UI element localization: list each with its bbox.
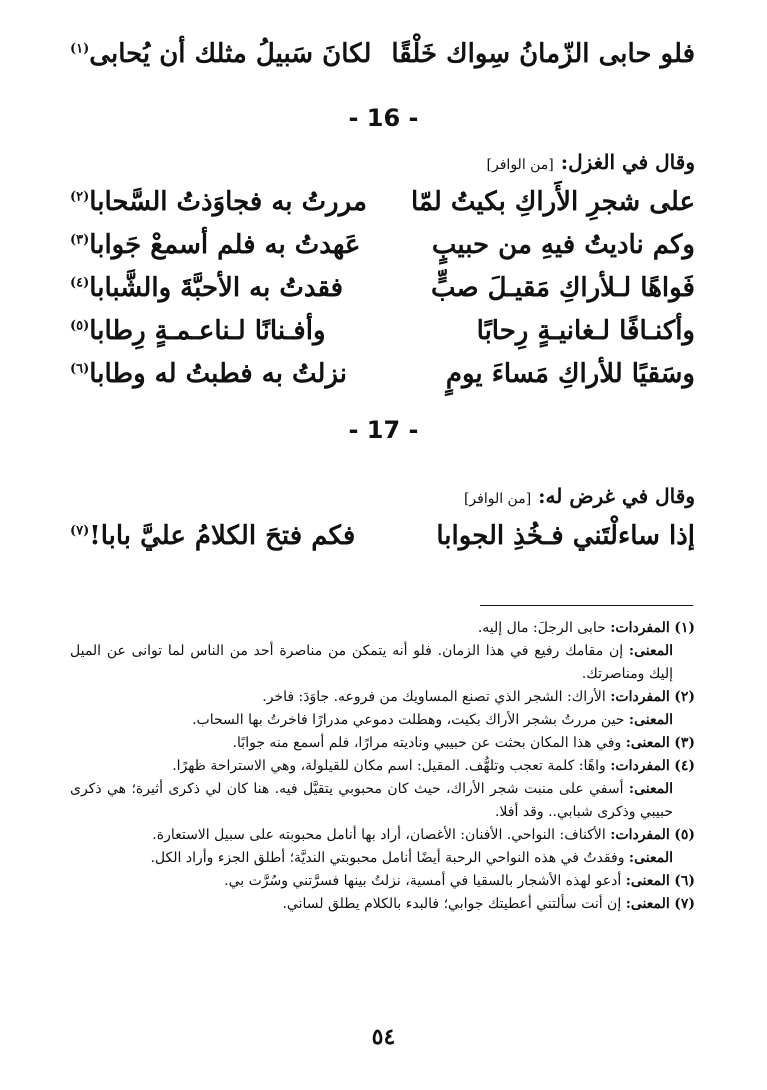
footnote-text: واهًا: كلمة تعجب وتلهُّف. المقيل: اسم مكان للقيلولة، وهي الاستراحة ظهرًا. (172, 758, 606, 774)
verse-second-hemistich-text: عَهدتُ به فلم أسمعْ جَوابا (89, 230, 361, 260)
footnote (70, 824, 695, 847)
verse-second-hemistich-text: فكم فتحَ الكلامُ عليَّ بابا! (89, 521, 356, 551)
verse-second-hemistich (70, 34, 371, 74)
footnote-marker: (٥) (70, 318, 90, 334)
verse-second-hemistich-text: وأفـنانًا لـناعـمـةٍ رِطابا (89, 316, 326, 346)
footnote-text: إن مقامك رفيع في هذا الزمان. فلو أنه يتمكن من مناصرة أحد من الناس لما توانى عن الميل إليك ومناصرتك. (70, 643, 673, 682)
footnote-label: المعنى: (628, 643, 673, 659)
verse-line (70, 225, 695, 265)
footnote (70, 778, 695, 824)
footnote-label: المفردات: (610, 620, 670, 636)
verse-first-hemistich: فلو حابى الزّمانُ سِواك خَلْقًا (391, 39, 695, 69)
verse-second-hemistich (70, 311, 326, 351)
page-number: ٥٤ (371, 1024, 396, 1050)
verse-line (70, 354, 695, 394)
footnote-marker: (٣) (70, 232, 90, 248)
verse-second-hemistich-text: فقدتُ به الأحبَّةَ والشَّبابا (89, 273, 344, 303)
verse-first-hemistich: إذا ساءلْتَني فـخُذِ الجوابا (436, 521, 695, 551)
footnote-marker: (٢) (70, 189, 90, 205)
footnote (70, 640, 695, 686)
footnote-label: المعنى: (628, 712, 673, 728)
verse-second-hemistich (70, 516, 355, 556)
verse-line (70, 268, 695, 308)
footnote-marker: (٧) (70, 523, 90, 539)
footnote-number: (٤) (674, 758, 695, 774)
footnote-text: حابى الرجلَ: مال إليه. (477, 620, 606, 636)
verse-second-hemistich-text: لكانَ سَبيلُ مثلك أن يُحابى (89, 39, 372, 69)
footnote-marker: (٤) (70, 275, 90, 291)
footnotes (70, 617, 695, 916)
verse-line (70, 34, 695, 74)
footnote-text: أسفي على منبت شجر الأراك، حيث كان محبوبي يتقيَّل فيه. هنا كان لي ذكرى أثيرة؛ هي ذكرى حبيبي وذكرى شبابي.. وقد أفلا. (70, 781, 673, 820)
poem-intro (487, 150, 695, 174)
footnote (70, 847, 695, 870)
poem-meter: [من الوافر] (463, 491, 532, 507)
footnote (70, 755, 695, 778)
section-number: - 16 - (348, 104, 419, 132)
footnote-label: المفردات: (610, 689, 670, 705)
footnote-text: وفقدتُ في هذه النواحي الرحبة أيضًا أنامل محبوبتي النديَّة؛ أطلق الجزء وأراد الكل. (150, 850, 625, 866)
footnote-text: الأراك: الشجر الذي تصنع المساويك من فروعه. جاوَدَ: فاخر. (262, 689, 606, 705)
footnote-text: أدعو لهذه الأشجار بالسقيا في أمسية، نزلتُ بينها فسرَّتني وسُرَّت بي. (224, 873, 622, 889)
footnote-number: (٢) (674, 689, 695, 705)
poem-intro (464, 484, 695, 508)
verse-first-hemistich: وسَقيًا للأراكِ مَساءَ يومٍ (445, 359, 695, 389)
footnote (70, 870, 695, 893)
footnote-label: المفردات: (610, 827, 670, 843)
footnote-label: المعنى: (625, 735, 670, 751)
verse-first-hemistich: على شجرِ الأَراكِ بكيتُ لمّا (410, 187, 695, 217)
footnote-text: حين مررتُ بشجر الأراك بكيت، وهطلت دموعي مدرارًا فاخرتُ بها السحاب. (192, 712, 625, 728)
verse-first-hemistich: فَواهًا لـلأراكِ مَقيـلَ صبٍّ (431, 273, 695, 303)
section-number: - 17 - (348, 416, 419, 444)
verse-second-hemistich-text: مررتُ به فجاوَذتُ السَّحابا (89, 187, 367, 217)
footnote-label: المعنى: (628, 781, 673, 797)
footnote-marker: (٦) (70, 361, 90, 377)
footnote (70, 617, 695, 640)
footnote-label: المعنى: (628, 850, 673, 866)
verse-line (70, 182, 695, 222)
footnote-number: (٣) (674, 735, 695, 751)
footnote-text: إن أنت سألتني أعطيتك جوابي؛ فالبدء بالكلام يطلق لساني. (282, 896, 622, 912)
footnote-text: وفي هذا المكان بحثت عن حبيبي وناديته مرارًا، فلم أسمع منه جوابًا. (232, 735, 622, 751)
verse-first-hemistich: وكم ناديتُ فيهِ من حبيبٍ (431, 230, 695, 260)
verse-second-hemistich-text: نزلتُ به فطبتُ له وطابا (89, 359, 348, 389)
footnote-label: المعنى: (625, 873, 670, 889)
footnote (70, 732, 695, 755)
verse-second-hemistich (70, 354, 347, 394)
footnote-label: المفردات: (610, 758, 670, 774)
footnote-marker: (١) (70, 41, 90, 57)
verse-first-hemistich: وأكنـافًا لـغانيـةٍ رِحابًا (476, 316, 695, 346)
footnote-number: (٥) (674, 827, 695, 843)
verse-line (70, 311, 695, 351)
footnote-number: (٧) (674, 896, 695, 912)
poem-intro-text: وقال في غرض له: (538, 484, 695, 508)
verse-second-hemistich (70, 182, 367, 222)
footnote (70, 686, 695, 709)
footnote-label: المعنى: (625, 896, 670, 912)
verse-second-hemistich (70, 268, 343, 308)
footnote-text: الأكناف: النواحي. الأفنان: الأغصان، أراد بها أنامل محبوبته على سبيل الاستعارة. (152, 827, 606, 843)
verse-second-hemistich (70, 225, 360, 265)
verse-line (70, 516, 695, 556)
footnote (70, 709, 695, 732)
footnote-number: (٦) (674, 873, 695, 889)
poem-meter: [من الوافر] (486, 157, 554, 173)
footnote-number: (١) (674, 620, 695, 636)
poem-intro-text: وقال في الغزل: (560, 150, 695, 174)
footnote-separator (480, 605, 693, 606)
footnote (70, 893, 695, 916)
